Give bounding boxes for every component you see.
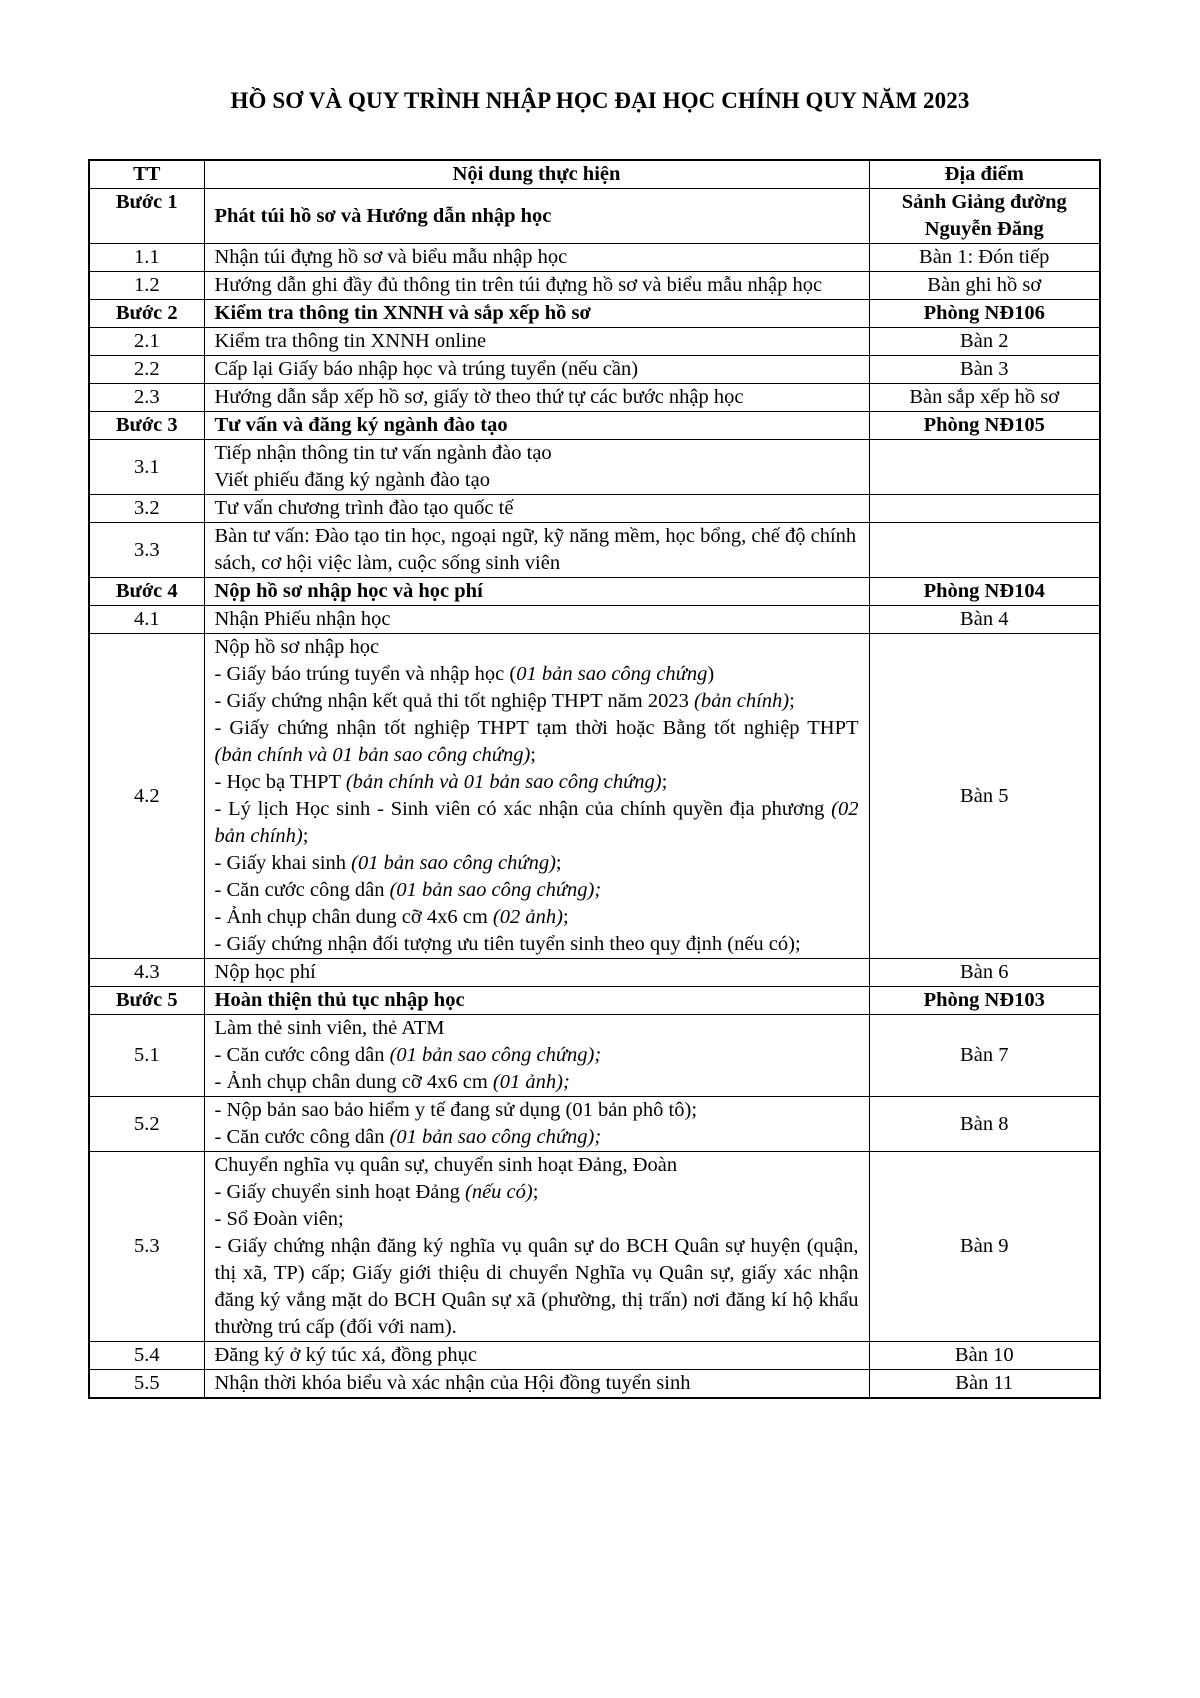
line-italic-note: 01 bản sao công chứng	[516, 663, 708, 685]
line-text: - Nộp bản sao bảo hiểm y tế đang sử dụng (01 bản phô tô);	[214, 1099, 698, 1121]
table-row	[89, 272, 1100, 300]
procedure-table	[88, 159, 1101, 1399]
item-content	[204, 634, 869, 959]
content-line	[215, 688, 859, 715]
table-row	[89, 634, 1100, 959]
content-line: Đăng ký ở ký túc xá, đồng phục	[214, 1344, 477, 1366]
line-italic-note: (bản chính và 01 bản sao công chứng)	[214, 744, 531, 766]
item-content	[204, 1152, 869, 1342]
content-line: Tiếp nhận thông tin tư vấn ngành đào tạo	[214, 442, 552, 464]
line-italic-note: (nếu có)	[465, 1181, 533, 1203]
line-suffix: ;	[661, 771, 668, 793]
step-number: Bước 4	[89, 578, 204, 606]
step-location: Phòng NĐ103	[869, 987, 1100, 1015]
line-italic-note: (bản chính)	[694, 690, 790, 712]
line-text: - Giấy báo trúng tuyển và nhập học (	[214, 663, 517, 685]
item-location: Bàn 6	[869, 959, 1100, 987]
content-line	[215, 1069, 859, 1096]
line-text: - Giấy chứng nhận đối tượng ưu tiên tuyển sinh theo quy định (nếu có);	[214, 933, 801, 955]
table-row	[89, 1342, 1100, 1370]
step-location: Sảnh Giảng đường Nguyễn Đăng	[869, 189, 1100, 244]
item-content	[204, 959, 869, 987]
item-content	[204, 606, 869, 634]
item-location: Bàn ghi hồ sơ	[869, 272, 1100, 300]
table-row	[89, 1152, 1100, 1342]
step-row	[89, 987, 1100, 1015]
line-italic-note: (01 bản sao công chứng);	[389, 1126, 602, 1148]
table-row	[89, 523, 1100, 578]
content-line: Cấp lại Giấy báo nhập học và trúng tuyển (nếu cần)	[214, 358, 639, 380]
item-content	[204, 1097, 869, 1152]
table-row	[89, 328, 1100, 356]
item-number: 3.3	[89, 523, 204, 578]
line-suffix: ;	[302, 825, 309, 847]
item-location: Bàn 10	[869, 1342, 1100, 1370]
content-line	[215, 1206, 859, 1233]
step-row	[89, 578, 1100, 606]
step-location: Phòng NĐ105	[869, 412, 1100, 440]
item-location: Bàn 5	[869, 634, 1100, 959]
content-line	[215, 1042, 859, 1069]
item-content	[204, 523, 869, 578]
line-italic-note: (01 ảnh);	[492, 1071, 570, 1093]
content-line	[215, 1124, 859, 1151]
step-number: Bước 2	[89, 300, 204, 328]
line-text: Nộp hồ sơ nhập học	[214, 636, 380, 658]
item-content	[204, 1342, 869, 1370]
line-suffix: ;	[562, 906, 569, 928]
step-title: Tư vấn và đăng ký ngành đào tạo	[204, 412, 869, 440]
item-location: Bàn 4	[869, 606, 1100, 634]
content-line: Nhận Phiếu nhận học	[214, 608, 391, 630]
content-line	[215, 661, 859, 688]
item-location: Bàn 11	[869, 1370, 1100, 1399]
item-location	[869, 523, 1100, 578]
line-text: Chuyển nghĩa vụ quân sự, chuyển sinh hoạt Đảng, Đoàn	[214, 1154, 678, 1176]
table-row	[89, 1015, 1100, 1097]
item-number: 5.1	[89, 1015, 204, 1097]
item-location: Bàn 7	[869, 1015, 1100, 1097]
content-line: Hướng dẫn ghi đầy đủ thông tin trên túi đựng hồ sơ và biểu mẫu nhập học	[214, 274, 823, 296]
item-content	[204, 1370, 869, 1399]
item-number: 1.2	[89, 272, 204, 300]
line-italic-note: (bản chính và 01 bản sao công chứng)	[345, 771, 662, 793]
step-title: Kiểm tra thông tin XNNH và sắp xếp hồ sơ	[204, 300, 869, 328]
line-text: - Giấy chuyển sinh hoạt Đảng	[214, 1181, 465, 1203]
item-location	[869, 495, 1100, 523]
content-line	[215, 634, 859, 661]
content-line	[215, 796, 859, 850]
content-line	[215, 904, 859, 931]
step-number: Bước 5	[89, 987, 204, 1015]
step-title: Nộp hồ sơ nhập học và học phí	[204, 578, 869, 606]
table-body	[89, 189, 1100, 1399]
step-row	[89, 300, 1100, 328]
item-content	[204, 495, 869, 523]
page-title: HỒ SƠ VÀ QUY TRÌNH NHẬP HỌC ĐẠI HỌC CHÍNH QUY NĂM 2023	[230, 88, 970, 113]
item-content	[204, 440, 869, 495]
item-content	[204, 328, 869, 356]
item-number: 4.1	[89, 606, 204, 634]
content-line	[215, 715, 859, 769]
header-location: Địa điểm	[869, 160, 1100, 189]
step-row	[89, 189, 1100, 244]
item-number: 5.3	[89, 1152, 204, 1342]
content-line: Hướng dẫn sắp xếp hồ sơ, giấy tờ theo thứ tự các bước nhập học	[214, 386, 744, 408]
table-row	[89, 495, 1100, 523]
line-text: - Sổ Đoàn viên;	[214, 1208, 344, 1230]
item-number: 4.2	[89, 634, 204, 959]
table-row	[89, 1370, 1100, 1399]
item-location: Bàn 9	[869, 1152, 1100, 1342]
item-number: 2.1	[89, 328, 204, 356]
content-line: Nhận túi đựng hồ sơ và biểu mẫu nhập học	[214, 246, 568, 268]
line-text: - Ảnh chụp chân dung cỡ 4x6 cm	[214, 1071, 493, 1093]
line-text: - Học bạ THPT	[214, 771, 346, 793]
item-number: 5.4	[89, 1342, 204, 1370]
line-suffix: ;	[532, 1181, 539, 1203]
step-title: Phát túi hồ sơ và Hướng dẫn nhập học	[204, 189, 869, 244]
content-line	[215, 769, 859, 796]
line-italic-note: (01 bản sao công chứng);	[389, 879, 602, 901]
item-content	[204, 384, 869, 412]
header-tt: TT	[89, 160, 204, 189]
item-location: Bàn 8	[869, 1097, 1100, 1152]
table-row	[89, 356, 1100, 384]
step-location: Phòng NĐ104	[869, 578, 1100, 606]
item-location: Bàn 1: Đón tiếp	[869, 244, 1100, 272]
line-italic-note: (02 bản chính)	[214, 798, 859, 847]
item-number: 2.2	[89, 356, 204, 384]
item-location	[869, 440, 1100, 495]
step-title: Hoàn thiện thủ tục nhập học	[204, 987, 869, 1015]
line-text: - Căn cước công dân	[214, 1044, 390, 1066]
item-number: 3.2	[89, 495, 204, 523]
item-number: 1.1	[89, 244, 204, 272]
content-line	[215, 1015, 859, 1042]
item-location: Bàn 3	[869, 356, 1100, 384]
item-content	[204, 356, 869, 384]
content-line	[215, 931, 859, 958]
content-line	[215, 1097, 859, 1124]
table-row	[89, 959, 1100, 987]
line-text: - Giấy chứng nhận đăng ký nghĩa vụ quân sự do BCH Quân sự huyện (quận, thị xã, TP) cấp; Giấy giới thiệu di chuyển Nghĩa vụ Quân sự, giấy xác nhận đăng ký vắng mặt do BCH Quân sự xã (phường, thị trấn) nơi đăng kí hộ khẩu thường trú cấp (đối với nam).	[214, 1235, 859, 1338]
item-content	[204, 272, 869, 300]
line-italic-note: (01 bản sao công chứng);	[389, 1044, 602, 1066]
line-suffix: ;	[789, 690, 795, 712]
item-number: 5.2	[89, 1097, 204, 1152]
content-line: Nộp học phí	[214, 961, 316, 983]
content-line: Viết phiếu đăng ký ngành đào tạo	[214, 469, 490, 491]
table-row	[89, 1097, 1100, 1152]
item-number: 2.3	[89, 384, 204, 412]
line-text: - Căn cước công dân	[214, 1126, 390, 1148]
line-suffix: ;	[555, 852, 562, 874]
line-text: - Giấy chứng nhận tốt nghiệp THPT tạm thời hoặc Bằng tốt nghiệp THPT	[214, 717, 859, 739]
line-italic-note: (02 ảnh)	[492, 906, 563, 928]
content-line	[215, 877, 859, 904]
item-number: 4.3	[89, 959, 204, 987]
table-row	[89, 244, 1100, 272]
item-content	[204, 1015, 869, 1097]
line-text: Làm thẻ sinh viên, thẻ ATM	[214, 1017, 445, 1039]
item-content	[204, 244, 869, 272]
line-text: - Giấy khai sinh	[214, 852, 352, 874]
content-line: Bàn tư vấn: Đào tạo tin học, ngoại ngữ, kỹ năng mềm, học bổng, chế độ chính sách, cơ hội việc làm, cuộc sống sinh viên	[214, 525, 857, 574]
item-number: 3.1	[89, 440, 204, 495]
content-line	[215, 850, 859, 877]
line-italic-note: (01 bản sao công chứng)	[351, 852, 556, 874]
step-number: Bước 3	[89, 412, 204, 440]
line-suffix: )	[707, 663, 715, 685]
item-number: 5.5	[89, 1370, 204, 1399]
content-line	[215, 1233, 859, 1341]
table-header-row	[89, 160, 1100, 189]
content-line	[215, 1179, 859, 1206]
table-row	[89, 440, 1100, 495]
item-location: Bàn 2	[869, 328, 1100, 356]
content-line: Nhận thời khóa biểu và xác nhận của Hội đồng tuyển sinh	[214, 1372, 691, 1394]
line-suffix: ;	[530, 744, 536, 766]
line-text: - Ảnh chụp chân dung cỡ 4x6 cm	[214, 906, 493, 928]
table-row	[89, 384, 1100, 412]
line-text: - Căn cước công dân	[214, 879, 390, 901]
line-text: - Lý lịch Học sinh - Sinh viên có xác nhận của chính quyền địa phương	[214, 798, 832, 820]
content-line	[215, 1152, 859, 1179]
line-text: - Giấy chứng nhận kết quả thi tốt nghiệp THPT năm 2023	[214, 690, 695, 712]
item-location: Bàn sắp xếp hồ sơ	[869, 384, 1100, 412]
header-content: Nội dung thực hiện	[204, 160, 869, 189]
content-line: Kiểm tra thông tin XNNH online	[214, 330, 487, 352]
step-row	[89, 412, 1100, 440]
content-line: Tư vấn chương trình đào tạo quốc tế	[214, 497, 514, 519]
step-number: Bước 1	[89, 189, 204, 244]
table-row	[89, 606, 1100, 634]
step-location: Phòng NĐ106	[869, 300, 1100, 328]
